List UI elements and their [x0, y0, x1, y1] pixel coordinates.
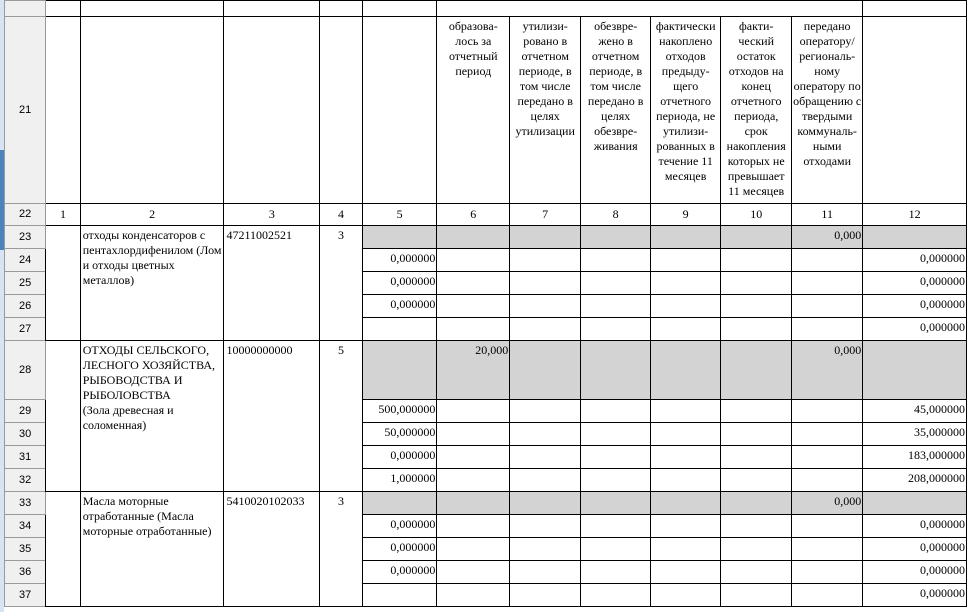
cell[interactable]	[721, 341, 792, 400]
cell[interactable]	[437, 584, 510, 607]
header-col-8[interactable]: обезвре-жено в отчетном периоде, в том числе передано в целях обезвре-живания	[581, 17, 651, 204]
cell[interactable]	[721, 318, 792, 341]
cell[interactable]	[792, 469, 863, 492]
cell[interactable]	[437, 561, 510, 584]
cell[interactable]	[651, 515, 721, 538]
cell[interactable]	[581, 538, 651, 561]
cell[interactable]	[46, 226, 80, 341]
header-col-6[interactable]: образова-лось за отчетный период	[437, 17, 510, 204]
cell[interactable]	[437, 249, 510, 272]
cell[interactable]	[792, 446, 863, 469]
cell[interactable]	[437, 400, 510, 423]
cell[interactable]	[651, 584, 721, 607]
row-header-35[interactable]: 35	[5, 538, 46, 561]
cell[interactable]	[721, 295, 792, 318]
cell[interactable]	[362, 584, 437, 607]
cell[interactable]	[581, 561, 651, 584]
hazard-class[interactable]: 5	[320, 341, 363, 492]
waste-name[interactable]: Масла моторные отработанные (Масла моторные отработанные)	[80, 492, 224, 607]
cell[interactable]	[80, 1, 224, 17]
cell[interactable]	[437, 226, 510, 249]
cell[interactable]	[651, 341, 721, 400]
cell[interactable]	[362, 341, 437, 400]
cell[interactable]	[510, 469, 581, 492]
waste-name-sub: (Зола древесная и соломенная)	[82, 403, 174, 432]
colnum-3[interactable]: 3	[224, 204, 320, 226]
cell[interactable]	[721, 469, 792, 492]
cell[interactable]	[792, 295, 863, 318]
cell[interactable]	[224, 1, 320, 17]
cell[interactable]	[437, 423, 510, 446]
hazard-class[interactable]: 3	[320, 226, 363, 341]
cell[interactable]	[224, 17, 320, 204]
cell[interactable]	[510, 295, 581, 318]
colnum-10[interactable]: 10	[721, 204, 792, 226]
row-header-32[interactable]: 32	[5, 469, 46, 492]
cell[interactable]	[437, 538, 510, 561]
row-header-21[interactable]: 21	[5, 17, 46, 204]
cell[interactable]	[651, 561, 721, 584]
transferred-value[interactable]: 0,000	[792, 341, 863, 400]
waste-code[interactable]: 47211002521	[224, 226, 320, 341]
header-col-10[interactable]: факти-ческий остаток отходов на конец отчетного периода, срок накопления которых не превышает 11 месяцев	[721, 17, 792, 204]
row-header-25[interactable]: 25	[5, 272, 46, 295]
cell[interactable]	[510, 538, 581, 561]
cell[interactable]	[581, 400, 651, 423]
col12-value[interactable]: 45,000000	[863, 400, 967, 423]
row-header-27[interactable]: 27	[5, 318, 46, 341]
cell[interactable]	[651, 226, 721, 249]
colnum-8[interactable]: 8	[581, 204, 651, 226]
cell[interactable]	[863, 341, 967, 400]
waste-code[interactable]: 5410020102033	[224, 492, 320, 607]
row-header-28[interactable]: 28	[5, 341, 46, 400]
cell[interactable]	[651, 318, 721, 341]
col5-value[interactable]: 50,000000	[362, 423, 437, 446]
cell[interactable]	[651, 295, 721, 318]
cell[interactable]	[581, 341, 651, 400]
cell[interactable]	[863, 17, 967, 204]
cell[interactable]	[721, 446, 792, 469]
cell[interactable]	[320, 1, 363, 17]
row-header[interactable]	[5, 1, 46, 17]
formed-value[interactable]: 20,000	[437, 341, 510, 400]
cell[interactable]	[510, 423, 581, 446]
cell[interactable]	[792, 584, 863, 607]
col12-value[interactable]: 0,000000	[863, 318, 967, 341]
cell[interactable]	[437, 469, 510, 492]
spreadsheet-grid[interactable]	[4, 0, 967, 607]
cell[interactable]	[437, 272, 510, 295]
cell[interactable]	[581, 226, 651, 249]
cell[interactable]	[721, 538, 792, 561]
row-header-31[interactable]: 31	[5, 446, 46, 469]
col5-value[interactable]: 0,000000	[362, 249, 437, 272]
cell[interactable]	[581, 469, 651, 492]
cell[interactable]	[651, 446, 721, 469]
cell[interactable]	[46, 1, 80, 17]
cell[interactable]	[792, 318, 863, 341]
cell[interactable]	[46, 341, 80, 492]
cell[interactable]	[510, 341, 581, 400]
cell[interactable]	[510, 446, 581, 469]
cell[interactable]	[510, 249, 581, 272]
colnum-12[interactable]: 12	[863, 204, 967, 226]
colnum-11[interactable]: 11	[792, 204, 863, 226]
col5-value[interactable]: 0,000000	[362, 561, 437, 584]
cell[interactable]	[510, 226, 581, 249]
cell[interactable]	[721, 249, 792, 272]
cell[interactable]	[46, 17, 80, 204]
col12-value[interactable]: 0,000000	[863, 249, 967, 272]
col12-value[interactable]: 208,000000	[863, 469, 967, 492]
cell[interactable]	[651, 469, 721, 492]
cell[interactable]	[792, 423, 863, 446]
colnum-5[interactable]: 5	[362, 204, 437, 226]
cell[interactable]	[437, 492, 510, 515]
cell[interactable]	[863, 226, 967, 249]
row-header-24[interactable]: 24	[5, 249, 46, 272]
col12-value[interactable]: 0,000000	[863, 272, 967, 295]
cell[interactable]	[792, 515, 863, 538]
transferred-value[interactable]: 0,000	[792, 226, 863, 249]
cell[interactable]	[721, 423, 792, 446]
cell[interactable]	[651, 538, 721, 561]
header-col-11[interactable]: передано оператору/ региональ-ному оператору по обращению с твердыми коммуналь-ными отходами	[792, 17, 863, 204]
col12-value[interactable]: 0,000000	[863, 515, 967, 538]
cell[interactable]	[362, 318, 437, 341]
cell[interactable]	[581, 423, 651, 446]
cell[interactable]	[510, 561, 581, 584]
colnum-4[interactable]: 4	[320, 204, 363, 226]
col12-value[interactable]: 0,000000	[863, 538, 967, 561]
cell[interactable]	[437, 515, 510, 538]
cell[interactable]	[362, 226, 437, 249]
header-col-7[interactable]: утилизи-ровано в отчетном периоде, в том числе передано в целях утилизации	[510, 17, 581, 204]
cell[interactable]	[721, 226, 792, 249]
cell[interactable]	[510, 492, 581, 515]
cell[interactable]	[437, 446, 510, 469]
col5-value[interactable]: 0,000000	[362, 515, 437, 538]
cell[interactable]	[510, 400, 581, 423]
col12-value[interactable]: 0,000000	[863, 561, 967, 584]
cell[interactable]	[581, 584, 651, 607]
cell[interactable]	[651, 492, 721, 515]
col5-value[interactable]: 0,000000	[362, 446, 437, 469]
cell[interactable]	[721, 400, 792, 423]
colnum-7[interactable]: 7	[510, 204, 581, 226]
cell[interactable]	[581, 515, 651, 538]
cell[interactable]	[581, 249, 651, 272]
header-col-9[interactable]: фактически накоплено отходов предыду-щего отчетного периода, не утилизи-рованных в течение 11 месяцев	[651, 17, 721, 204]
colnum-1[interactable]: 1	[46, 204, 80, 226]
col5-value[interactable]: 500,000000	[362, 400, 437, 423]
cell[interactable]	[863, 492, 967, 515]
cell[interactable]	[581, 272, 651, 295]
row-header-26[interactable]: 26	[5, 295, 46, 318]
cell[interactable]	[437, 295, 510, 318]
cell[interactable]	[651, 272, 721, 295]
cell[interactable]	[792, 561, 863, 584]
cell[interactable]	[437, 318, 510, 341]
waste-name-caps: ОТХОДЫ СЕЛЬСКОГО, ЛЕСНОГО ХОЗЯЙСТВА, РЫБОВОДСТВА И РЫБОЛОВСТВА	[82, 343, 216, 402]
row-header-29[interactable]: 29	[5, 400, 46, 423]
cell[interactable]	[651, 400, 721, 423]
cell[interactable]	[320, 17, 363, 204]
hazard-class[interactable]: 3	[320, 492, 363, 607]
cell[interactable]	[581, 492, 651, 515]
cell[interactable]	[581, 318, 651, 341]
cell[interactable]	[721, 515, 792, 538]
col12-value[interactable]: 183,000000	[863, 446, 967, 469]
cell[interactable]	[792, 400, 863, 423]
cell[interactable]	[792, 538, 863, 561]
transferred-value[interactable]: 0,000	[792, 492, 863, 515]
col5-value[interactable]: 0,000000	[362, 272, 437, 295]
cell[interactable]	[721, 561, 792, 584]
cell[interactable]	[510, 515, 581, 538]
colnum-9[interactable]: 9	[651, 204, 721, 226]
waste-name[interactable]: отходы конденсаторов с пентахлордифенилом (Лом и отходы цветных металлов)	[80, 226, 224, 341]
cell[interactable]	[863, 1, 967, 17]
col5-value[interactable]: 0,000000	[362, 538, 437, 561]
cell[interactable]	[362, 1, 437, 17]
cell[interactable]	[510, 318, 581, 341]
col12-value[interactable]: 35,000000	[863, 423, 967, 446]
row-header-22[interactable]: 22	[5, 204, 46, 226]
row-header-30[interactable]: 30	[5, 423, 46, 446]
col12-value[interactable]: 0,000000	[863, 295, 967, 318]
cell[interactable]	[510, 272, 581, 295]
waste-code[interactable]: 10000000000	[224, 341, 320, 492]
col5-value[interactable]: 1,000000	[362, 469, 437, 492]
cell[interactable]	[651, 249, 721, 272]
cell[interactable]	[721, 584, 792, 607]
cell[interactable]	[362, 492, 437, 515]
row-header-33[interactable]: 33	[5, 492, 46, 515]
cell[interactable]	[510, 584, 581, 607]
col12-value[interactable]: 0,000000	[863, 584, 967, 607]
cell[interactable]	[80, 17, 224, 204]
colnum-2[interactable]: 2	[80, 204, 224, 226]
cell[interactable]	[721, 272, 792, 295]
col5-value[interactable]: 0,000000	[362, 295, 437, 318]
cell[interactable]	[581, 446, 651, 469]
cell[interactable]	[651, 423, 721, 446]
cell[interactable]	[581, 295, 651, 318]
cell-merged-header[interactable]	[437, 1, 863, 17]
colnum-6[interactable]: 6	[437, 204, 510, 226]
row-header-36[interactable]: 36	[5, 561, 46, 584]
cell[interactable]	[792, 249, 863, 272]
row-header-37[interactable]: 37	[5, 584, 46, 607]
cell[interactable]	[792, 272, 863, 295]
row-header-34[interactable]: 34	[5, 515, 46, 538]
cell[interactable]	[721, 492, 792, 515]
row-header-23[interactable]: 23	[5, 226, 46, 249]
cell[interactable]	[46, 492, 80, 607]
cell[interactable]	[362, 17, 437, 204]
waste-name[interactable]	[80, 341, 224, 492]
